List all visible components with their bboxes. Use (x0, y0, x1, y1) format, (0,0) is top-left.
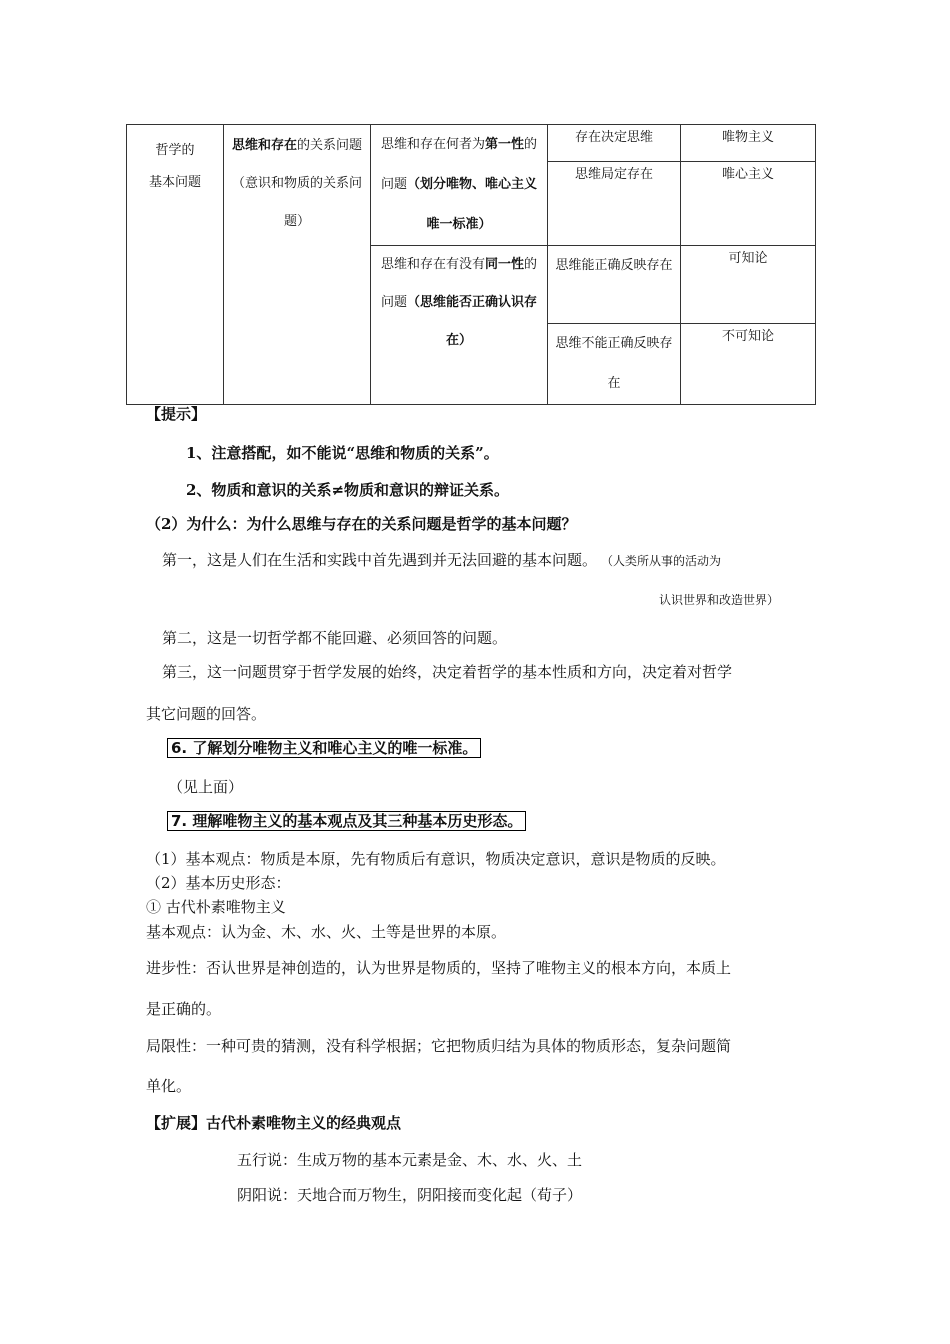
table-cell-question-1 (371, 125, 548, 246)
section-7-title-box: 7. 理解唯物主义的基本观点及其三种基本历史形态。 (167, 811, 526, 831)
relation-text: 的关系问题 (297, 138, 363, 153)
q2-answer-1: 思维能正确反映存在 (548, 246, 681, 324)
q2-pre: 思维和存在有没有 (380, 257, 485, 272)
hint-item-2: 2、物质和意识的关系≠物质和意识的辩证关系。 (186, 481, 510, 499)
why-p2: 第二，这是一切哲学都不能回避、必须回答的问题。 (162, 629, 508, 647)
section-7-title (167, 810, 526, 831)
section-7-prog-b: 是正确的。 (146, 1000, 222, 1018)
section-6-see: （见上面） (168, 778, 244, 796)
section-7-lim-a: 局限性：一种可贵的猜测，没有科学根据；它把物质归结为具体的物质形态，复杂问题简 (146, 1037, 732, 1055)
q2-bold: 同一性 (484, 257, 524, 272)
table-cell-topic (127, 125, 224, 405)
why-p1-note-b: 认识世界和改造世界） (659, 593, 780, 607)
why-p3b: 其它问题的回答。 (146, 705, 267, 723)
section-6-title (167, 737, 481, 758)
topic-line-1: 哲学的 (155, 143, 195, 158)
section-7-forms: （2）基本历史形态： (146, 874, 291, 892)
q1-school-2: 唯心主义 (681, 162, 816, 246)
hint-title: 【提示】 (146, 405, 207, 423)
ext-line-1: 五行说：生成万物的基本元素是金、木、水、火、土 (237, 1151, 583, 1169)
ext-line-2: 阴阳说：天地合而万物生，阴阳接而变化起（荀子） (237, 1186, 583, 1204)
q2-answer-2: 思维不能正确反映存在 (548, 324, 681, 405)
section-7-lim-b: 单化。 (146, 1077, 192, 1095)
ext-title: 【扩展】古代朴素唯物主义的经典观点 (146, 1114, 402, 1132)
section-7-ancient: ① 古代朴素唯物主义 (146, 898, 286, 916)
hint-item-1: 1、注意搭配，如不能说“思维和物质的关系”。 (186, 444, 499, 462)
basic-question-table (126, 124, 816, 405)
section-6-title-box: 6. 了解划分唯物主义和唯心主义的唯一标准。 (167, 738, 481, 758)
q2-post: 的问题 (380, 257, 538, 310)
section-7-basic: （1）基本观点：物质是本原，先有物质后有意识，物质决定意识，意识是物质的反映。 (146, 850, 726, 868)
why-p3a: 第三，这一问题贯穿于哲学发展的始终，决定着哲学的基本性质和方向，决定着对哲学 (162, 663, 733, 681)
why-p1-text: 第一，这是人们在生活和实践中首先遇到并无法回避的基本问题。 (162, 551, 598, 569)
q1-answer-2: 思维局定存在 (548, 162, 681, 246)
relation-bold: 思维和存在 (231, 138, 297, 153)
q2-school-1: 可知论 (681, 246, 816, 324)
relation-sub: （意识和物质的关系问题） (231, 176, 362, 229)
q1-answer-1: 存在决定思维 (548, 125, 681, 162)
q2-note: （思维能否正确认识存在） (407, 295, 538, 348)
topic-line-2: 基本问题 (148, 175, 201, 190)
why-p1-note-a: （人类所从事的活动为 (607, 554, 722, 568)
q1-bold: 第一性 (484, 137, 524, 152)
table-cell-relation (224, 125, 371, 405)
table-cell-question-2 (371, 246, 548, 405)
section-7-view: 基本观点：认为金、木、水、火、土等是世界的本原。 (146, 923, 507, 941)
section-7-prog-a: 进步性：否认世界是神创造的，认为世界是物质的，坚持了唯物主义的根本方向，本质上 (146, 959, 732, 977)
q1-pre: 思维和存在何者为 (380, 137, 485, 152)
q1-note: （划分唯物、唯心主义唯一标准） (407, 177, 538, 232)
q2-school-2: 不可知论 (681, 324, 816, 405)
q1-post: 的问题 (380, 137, 538, 192)
q1-school-1: 唯物主义 (681, 125, 816, 162)
why-p1 (162, 549, 721, 570)
why-heading: （2）为什么：为什么思维与存在的关系问题是哲学的基本问题？ (146, 515, 577, 533)
